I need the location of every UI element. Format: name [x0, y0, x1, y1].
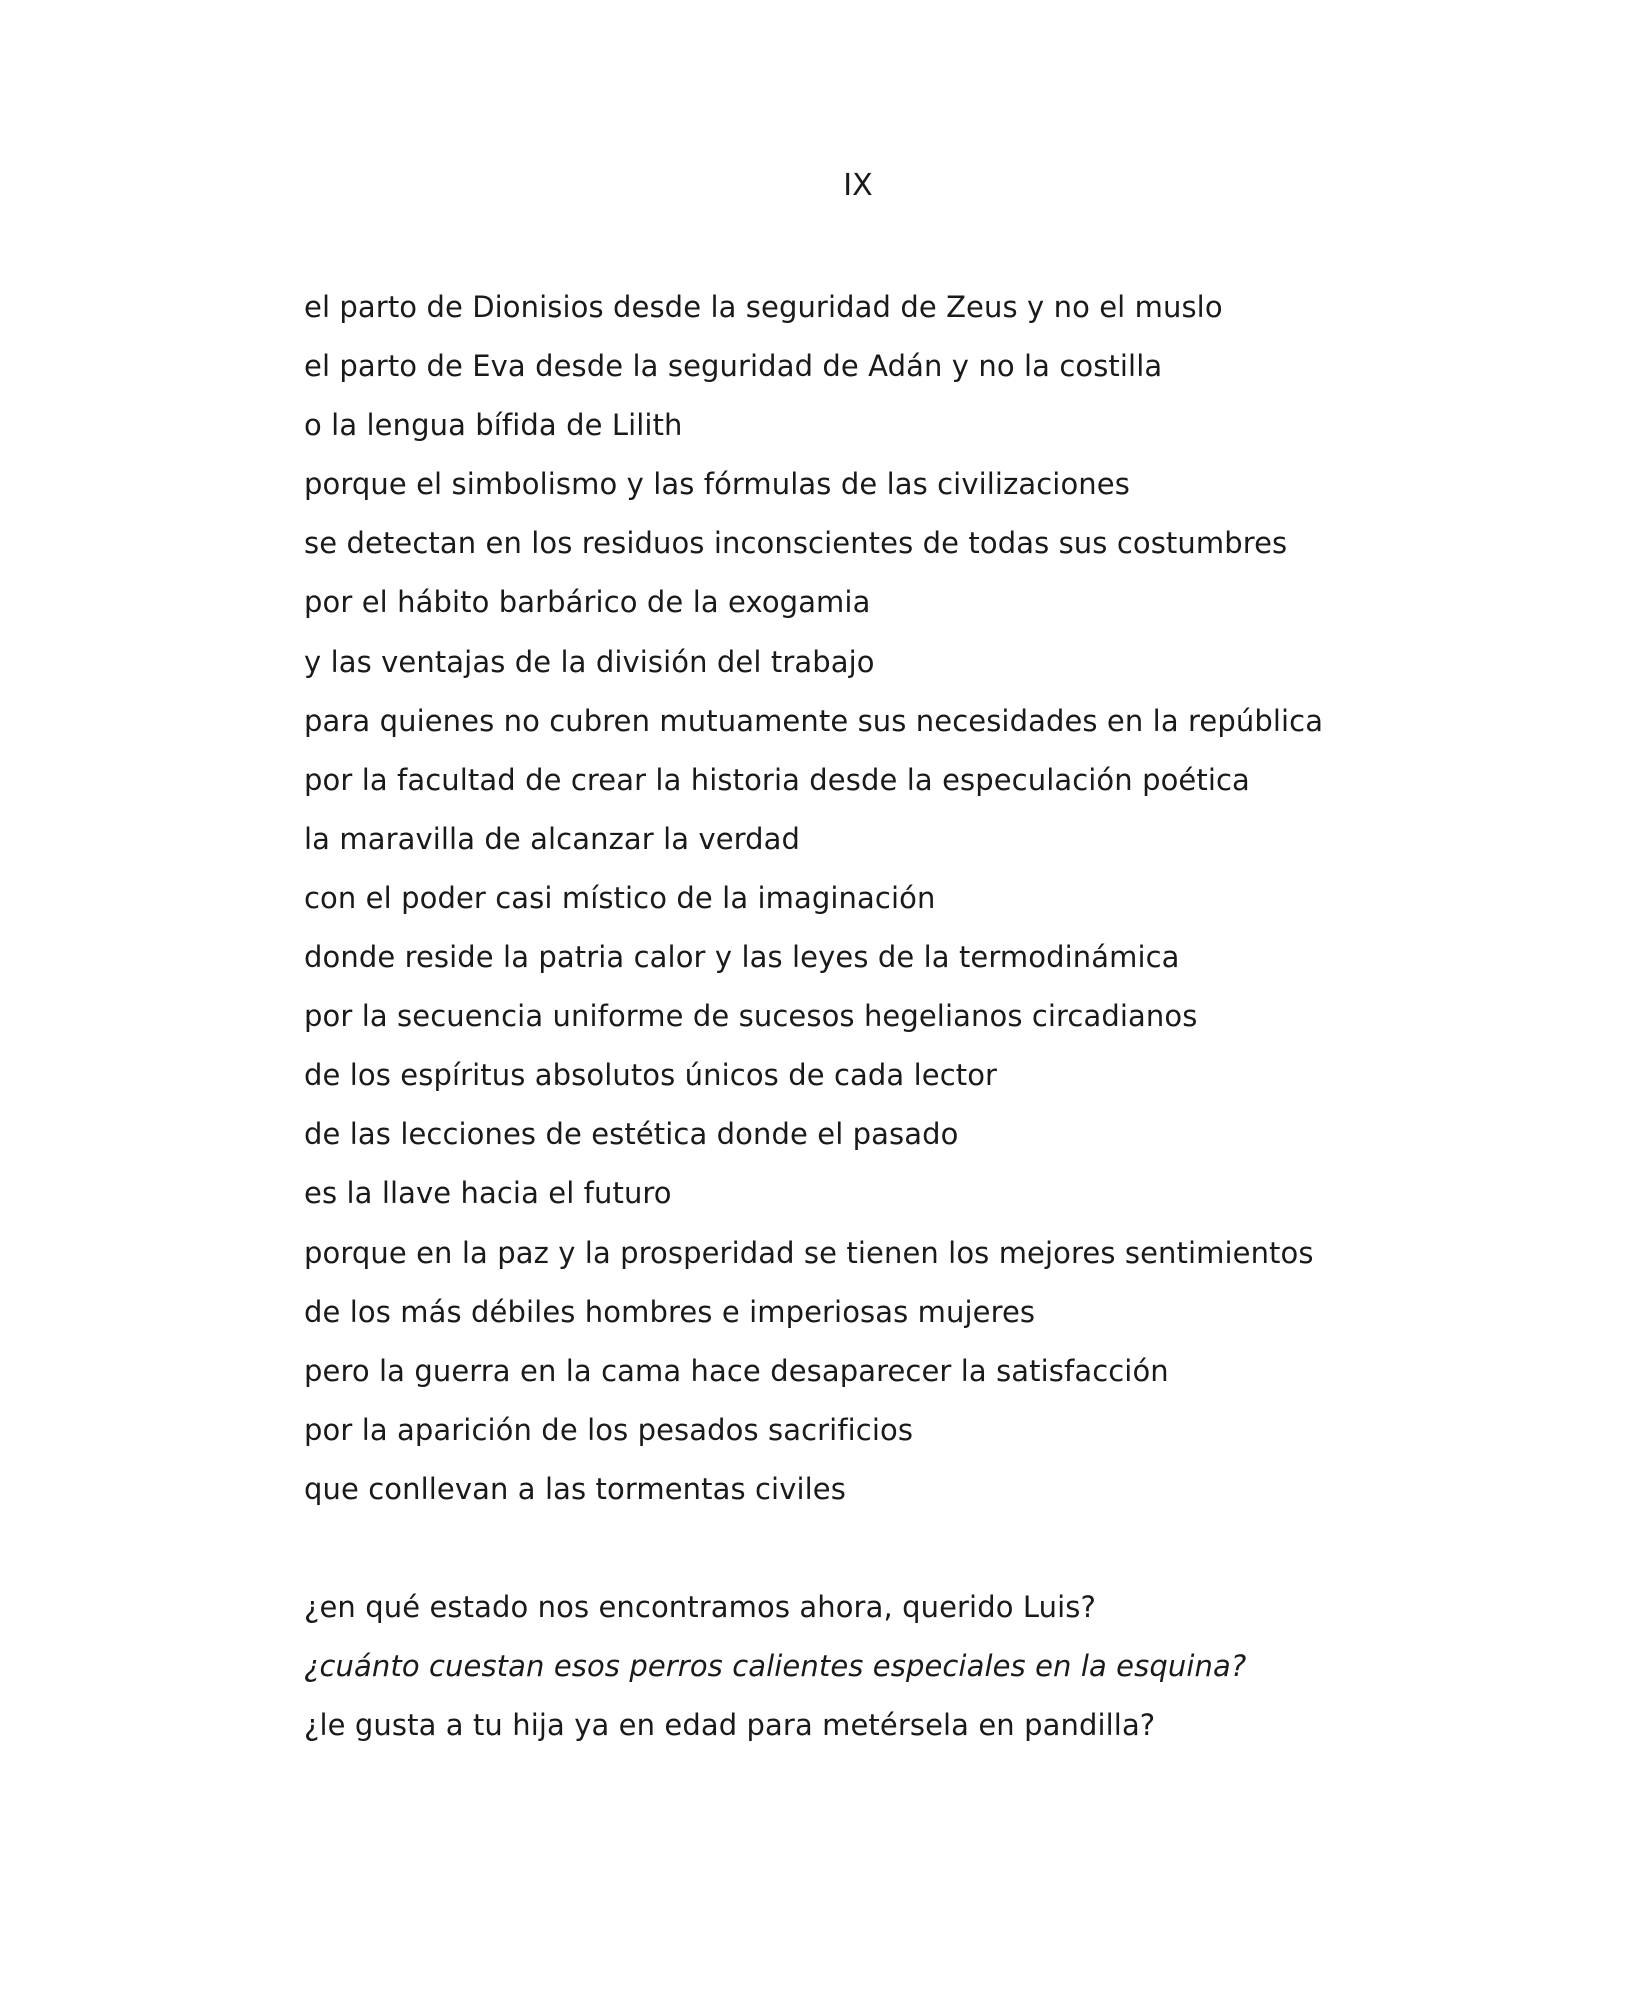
stanza-1 — [304, 278, 1323, 1519]
poem-line: que conllevan a las tormentas civiles — [304, 1471, 846, 1506]
poem-line: se detectan en los residuos inconscientes de todas sus costumbres — [304, 526, 1288, 561]
poem-line: donde reside la patria calor y las leyes de la termodinámica — [304, 940, 1180, 975]
poem-line: de los espíritus absolutos únicos de cada lector — [304, 1058, 998, 1093]
poem-line: con el poder casi místico de la imaginación — [304, 880, 936, 915]
poem-line: la maravilla de alcanzar la verdad — [304, 821, 801, 856]
poem-line: pero la guerra en la cama hace desaparecer la satisfacción — [304, 1353, 1169, 1388]
poem-line: por la secuencia uniforme de sucesos hegelianos circadianos — [304, 999, 1198, 1034]
poem-line: el parto de Dionisios desde la seguridad de Zeus y no el muslo — [304, 290, 1223, 324]
stanza-2 — [304, 1578, 1246, 1755]
poem-title: IX — [843, 168, 873, 203]
poem-line: por la facultad de crear la historia desde la especulación poética — [304, 762, 1250, 797]
poem-line: porque en la paz y la prosperidad se tienen los mejores sentimientos — [304, 1235, 1314, 1270]
poem-line: de las lecciones de estética donde el pasado — [304, 1117, 959, 1152]
poem-line: para quienes no cubren mutuamente sus necesidades en la república — [304, 703, 1324, 738]
poem-line: porque el simbolismo y las fórmulas de las civilizaciones — [304, 467, 1130, 502]
poem-line: por el hábito barbárico de la exogamia — [304, 585, 871, 620]
poem-line: por la aparición de los pesados sacrificios — [304, 1412, 914, 1447]
poem-line: el parto de Eva desde la seguridad de Adán y no la costilla — [304, 349, 1163, 384]
poem-line: de los más débiles hombres e imperiosas mujeres — [304, 1294, 1036, 1329]
poem-line: y las ventajas de la división del trabajo — [304, 644, 875, 679]
poem-line: es la llave hacia el futuro — [304, 1176, 672, 1211]
poem-line: o la lengua bífida de Lilith — [304, 408, 683, 443]
poem-line: ¿le gusta a tu hija ya en edad para metérsela en pandilla? — [304, 1708, 1156, 1743]
poem-line: ¿en qué estado nos encontramos ahora, querido Luis? — [304, 1590, 1096, 1624]
poem-line-italic: ¿cuánto cuestan esos perros calientes especiales en la esquina? — [304, 1649, 1247, 1684]
